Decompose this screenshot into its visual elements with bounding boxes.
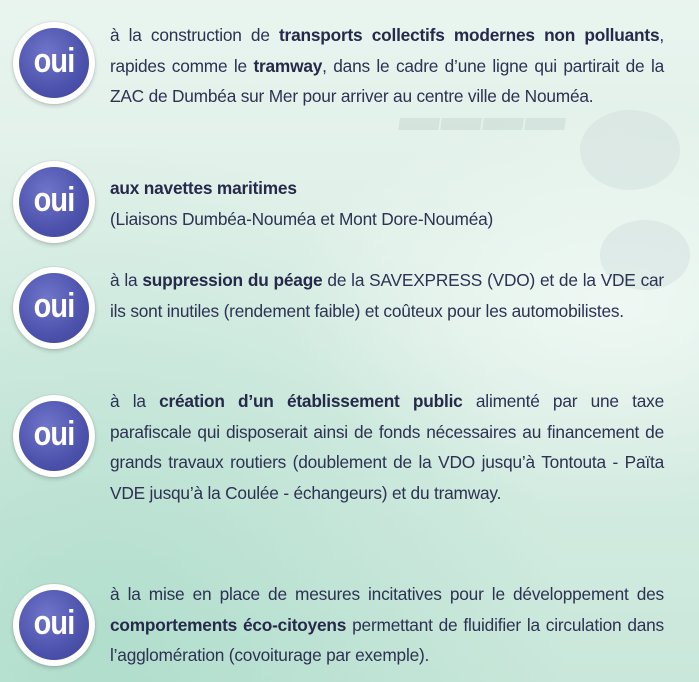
item-text bbox=[110, 386, 664, 508]
item-text-segment: alimenté par une taxe parafiscale qui disposerait ainsi de fonds nécessaires au financement de grands travaux routiers (doublement de la VDO jusqu’à Tontouta - Païta VDE jusqu’à la Coulée - échangeurs) et du tramway. bbox=[110, 391, 664, 503]
item-text bbox=[110, 265, 664, 326]
oui-badge bbox=[13, 395, 95, 477]
item-text-bold: tramway bbox=[253, 55, 323, 76]
item-text-bold: création d’un établissement public bbox=[159, 391, 463, 411]
oui-badge-label: oui bbox=[33, 287, 75, 325]
oui-badge bbox=[13, 267, 95, 349]
item-text bbox=[110, 20, 664, 112]
item-text bbox=[110, 579, 664, 671]
oui-badge bbox=[13, 22, 95, 104]
item-text-segment: à la bbox=[110, 391, 160, 411]
item-text bbox=[110, 173, 664, 234]
oui-badge-label: oui bbox=[33, 42, 75, 80]
item-text-bold: aux navettes maritimes bbox=[110, 178, 297, 198]
background-watermark: ▬▬▬▬ bbox=[396, 95, 572, 139]
oui-badge-label: oui bbox=[33, 415, 75, 453]
item-text-bold: suppression du péage bbox=[142, 270, 323, 290]
oui-badge-label: oui bbox=[33, 181, 75, 219]
oui-badge-label: oui bbox=[33, 604, 75, 642]
item-text-segment: , dans le cadre d’une ligne qui partirait de la ZAC de Dumbéa sur Mer pour arriver au centre ville de Nouméa. bbox=[110, 55, 665, 106]
item-text-segment: de la SAVEXPRESS (VDO) et de la VDE car ils sont inutiles (rendement faible) et coûteux pour les automobilistes. bbox=[110, 270, 664, 321]
item-text-segment: à la mise en place de mesures incitatives pour le développement des bbox=[110, 584, 664, 604]
item-text-segment: , rapides comme le bbox=[110, 25, 664, 76]
item-text-segment: permettant de fluidifier la circulation dans l’agglomération (covoiturage par exemple). bbox=[110, 614, 664, 665]
oui-badge bbox=[13, 161, 95, 243]
item-text-bold: transports collectifs modernes non polluants bbox=[279, 25, 660, 45]
oui-badge bbox=[13, 584, 95, 666]
item-text-bold: comportements éco-citoyens bbox=[110, 614, 347, 635]
item-text-segment: (Liaisons Dumbéa-Nouméa et Mont Dore-Nouméa) bbox=[110, 208, 494, 229]
item-text-segment: à la bbox=[110, 270, 143, 290]
item-text-segment: à la construction de bbox=[110, 25, 279, 45]
